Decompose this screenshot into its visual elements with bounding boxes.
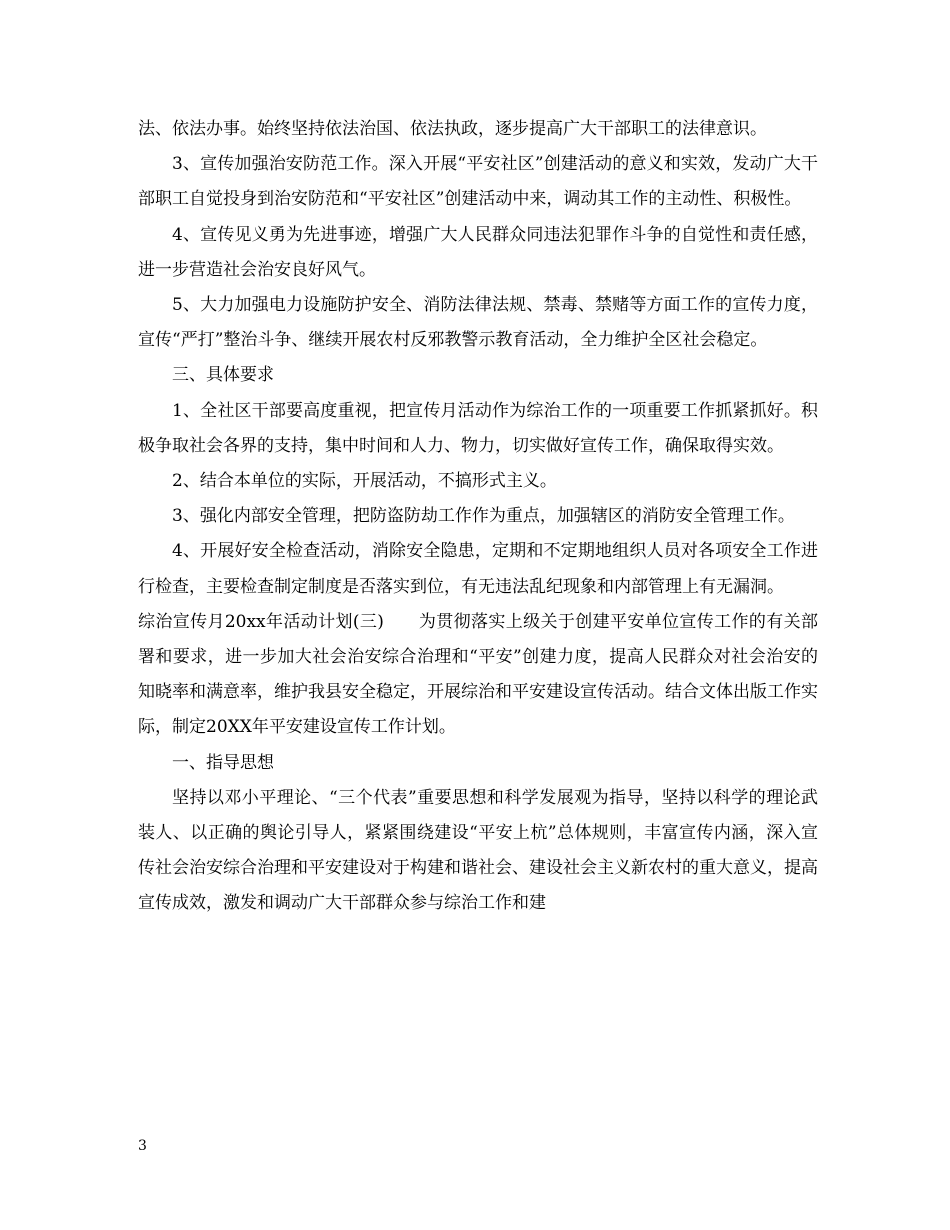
paragraph: 1、全社区干部要高度重视，把宣传月活动作为综治工作的一项重要工作抓紧抓好。积极争取社会各界的支持，集中时间和人力、物力，切实做好宣传工作，确保取得实效。 — [138, 400, 818, 456]
document-body — [138, 112, 818, 922]
paragraph: 坚持以邓小平理论、“三个代表”重要思想和科学发展观为指导，坚持以科学的理论武装人、以正确的舆论引导人，紧紧围绕建设“平安上杭”总体规则，丰富宣传内涵，深入宣传社会治安综合治理和平安建设对于构建和谐社会、建设社会主义新农村的重大意义，提高宣传成效，激发和调动广大干部群众参与综治工作和建 — [138, 787, 818, 914]
paragraph: 4、宣传见义勇为先进事迹，增强广大人民群众同违法犯罪作斗争的自觉性和责任感，进一步营造社会治安良好风气。 — [138, 224, 818, 280]
plan-title-paragraph: 综治宣传月20xx年活动计划(三) 为贯彻落实上级关于创建平安单位宣传工作的有关部署和要求，进一步加大社会治安综合治理和“平安”创建力度，提高人民群众对社会治安的知晓率和满意率，维护我县安全稳定，开展综治和平安建设宣传活动。结合文体出版工作实际，制定20XX年平安建设宣传工作计划。 — [138, 611, 818, 738]
page-number: 3 — [138, 1138, 147, 1154]
paragraph: 2、结合本单位的实际，开展活动，不搞形式主义。 — [172, 471, 557, 492]
paragraph: 法、依法办事。始终坚持依法治国、依法执政，逐步提高广大干部职工的法律意识。 — [138, 119, 767, 139]
paragraph: 3、宣传加强治安防范工作。深入开展“平安社区”创建活动的意义和实效，发动广大干部职工自觉投身到治安防范和“平安社区”创建活动中来，调动其工作的主动性、积极性。 — [138, 154, 818, 210]
section-heading: 一、指导思想 — [172, 752, 274, 773]
paragraph: 3、强化内部安全管理，把防盗防劫工作作为重点，加强辖区的消防安全管理工作。 — [172, 506, 795, 527]
paragraph: 5、大力加强电力设施防护安全、消防法律法规、禁毒、禁赌等方面工作的宣传力度，宣传“严打”整治斗争、继续开展农村反邪教警示教育活动，全力维护全区社会稳定。 — [138, 295, 818, 351]
paragraph: 4、开展好安全检查活动，消除安全隐患，定期和不定期地组织人员对各项安全工作进行检查，主要检查制定制度是否落实到位，有无违法乱纪现象和内部管理上有无漏洞。 — [138, 541, 818, 597]
section-heading: 三、具体要求 — [172, 365, 274, 386]
